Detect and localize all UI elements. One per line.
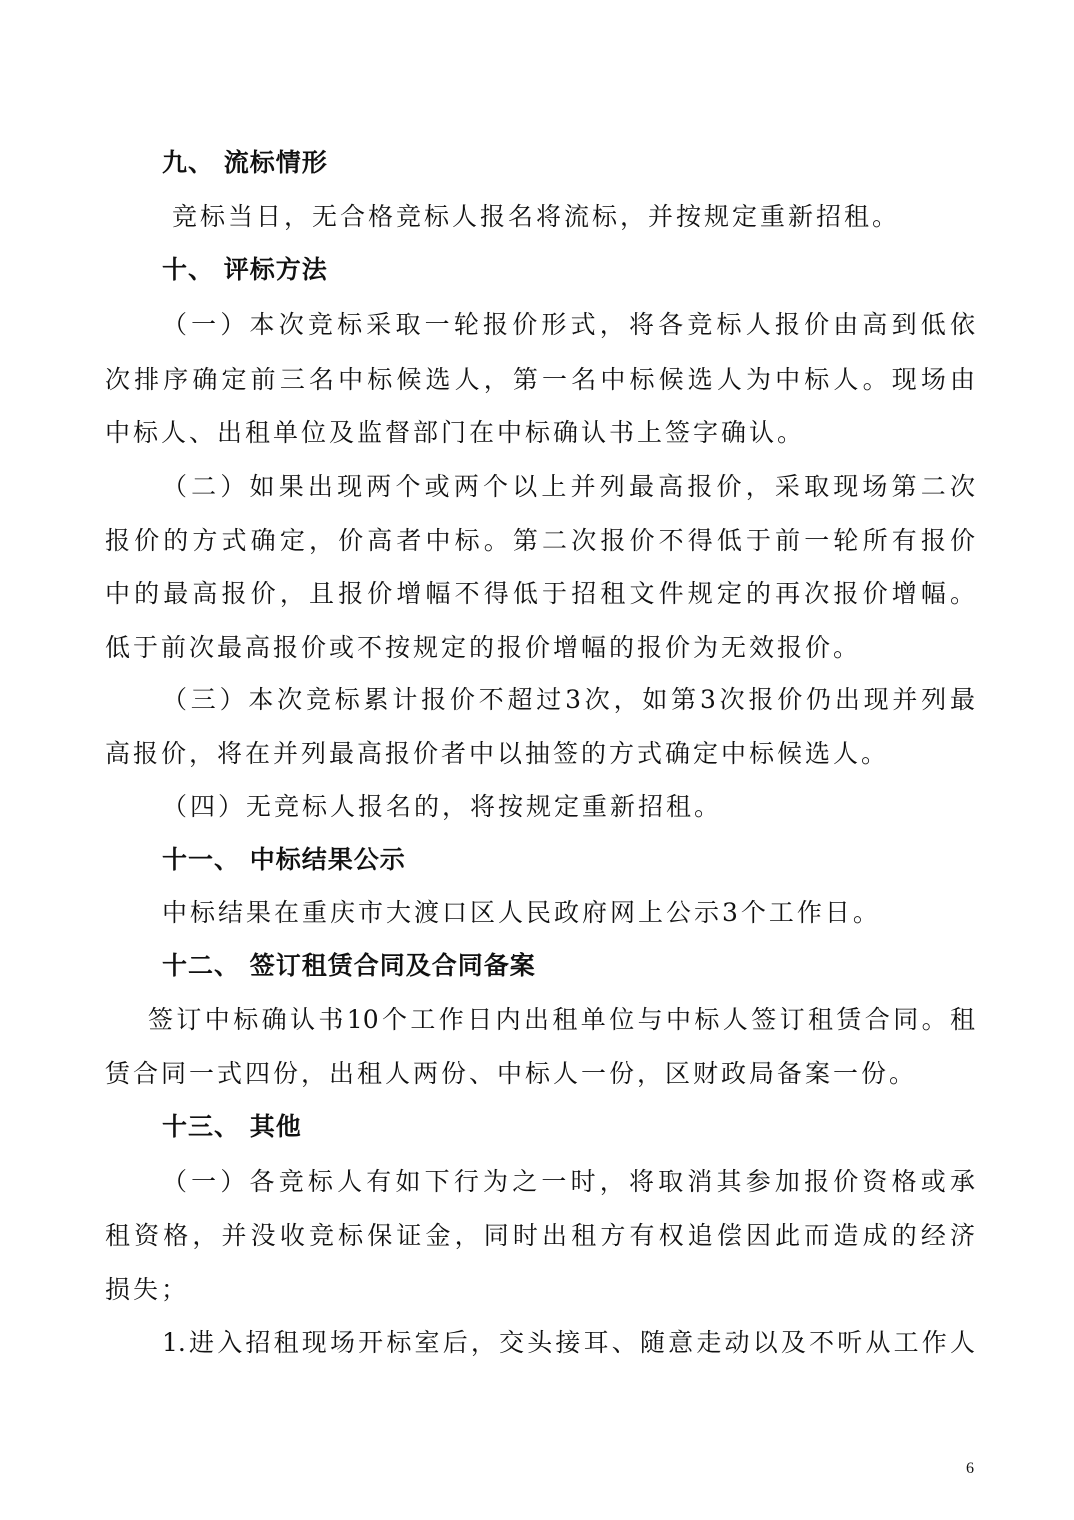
paragraph-line: 中标结果在重庆市大渡口区人民政府网上公示3个工作日。 — [162, 898, 881, 927]
paragraph-line: 损失； — [105, 1275, 190, 1304]
paragraph-line: 报价的方式确定，价高者中标。第二次报价不得低于前一轮所有报价 — [105, 526, 975, 555]
paragraph-line: （一）本次竞标采取一轮报价形式，将各竞标人报价由高到低依 — [162, 310, 975, 339]
paragraph-line: （一）各竞标人有如下行为之一时，将取消其参加报价资格或承 — [162, 1167, 975, 1196]
paragraph-line: （二）如果出现两个或两个以上并列最高报价，采取现场第二次 — [162, 472, 975, 501]
paragraph-line: 签订中标确认书10个工作日内出租单位与中标人签订租赁合同。租 — [148, 1005, 975, 1034]
paragraph-line: （三）本次竞标累计报价不超过3次，如第3次报价仍出现并列最 — [162, 685, 975, 714]
section-heading-9: 九、 流标情形 — [162, 148, 328, 177]
paragraph-line: 租资格，并没收竞标保证金，同时出租方有权追偿因此而造成的经济 — [105, 1221, 975, 1250]
section-heading-13: 十三、 其他 — [162, 1112, 302, 1141]
page-number: 6 — [966, 1460, 974, 1477]
section-heading-10: 十、 评标方法 — [162, 255, 328, 284]
paragraph-line: （四）无竞标人报名的，将按规定重新招租。 — [162, 792, 723, 821]
paragraph-line: 次排序确定前三名中标候选人，第一名中标候选人为中标人。现场由 — [105, 365, 975, 394]
paragraph-line: 赁合同一式四份，出租人两份、中标人一份，区财政局备案一份。 — [105, 1059, 918, 1088]
paragraph-line: 低于前次最高报价或不按规定的报价增幅的报价为无效报价。 — [105, 633, 862, 662]
section-heading-12: 十二、 签订租赁合同及合同备案 — [162, 951, 536, 980]
paragraph-line: 中的最高报价，且报价增幅不得低于招租文件规定的再次报价增幅。 — [105, 579, 975, 608]
paragraph-line: 高报价，将在并列最高报价者中以抽签的方式确定中标候选人。 — [105, 739, 890, 768]
paragraph-line: 1.进入招租现场开标室后，交头接耳、随意走动以及不听从工作人 — [162, 1328, 975, 1357]
paragraph-line: 竞标当日，无合格竞标人报名将流标，并按规定重新招租。 — [172, 202, 901, 231]
section-heading-11: 十一、 中标结果公示 — [162, 845, 406, 874]
paragraph-line: 中标人、出租单位及监督部门在中标确认书上签字确认。 — [105, 418, 806, 447]
